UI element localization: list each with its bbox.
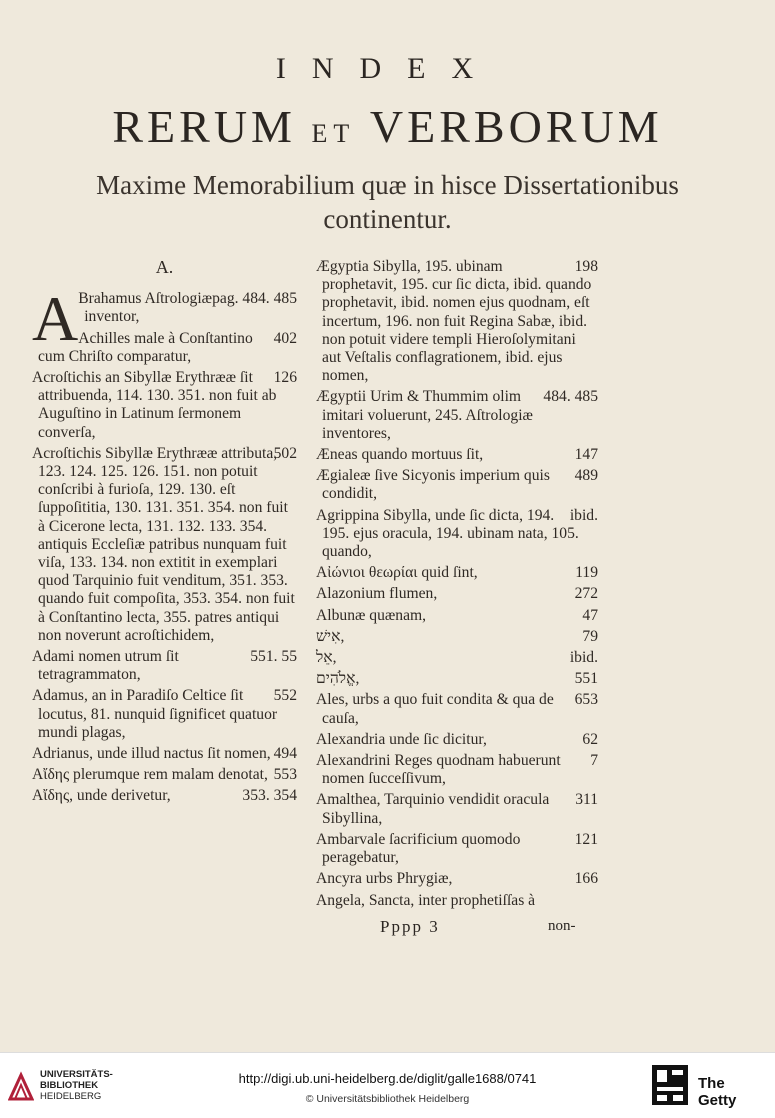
index-entry — [316, 585, 598, 603]
entry-page-ref: 553 — [273, 766, 297, 784]
index-entry — [316, 831, 598, 867]
entry-page-ref: 402 — [273, 329, 297, 347]
entry-text: Adami nomen utrum ſit tetragrammaton, — [32, 648, 179, 684]
index-entry — [316, 446, 598, 464]
entry-page-ref: 126 — [273, 369, 297, 387]
entry-page-ref: 653 — [574, 691, 598, 709]
entry-text: Alazonium flumen, — [316, 585, 438, 603]
entry-text: Αἴδης plerumque rem malam denotat, — [32, 766, 268, 784]
entry-text: Ambarvale ſacrificium quomodo peragebatur, — [316, 830, 521, 867]
entry-text: Adrianus, unde illud nactus ſit nomen, — [32, 745, 271, 763]
permalink-url[interactable]: http://digi.ub.uni-heidelberg.de/diglit/galle1688/0741 — [238, 1071, 537, 1086]
entry-page-ref: 311 — [575, 791, 598, 809]
entry-text: אֵל, — [316, 649, 337, 667]
drop-cap-letter: A — [32, 283, 79, 355]
index-entry — [32, 745, 297, 763]
entry-text: Albunæ quænam, — [316, 606, 427, 624]
entry-page-ref: 121 — [574, 830, 598, 848]
index-entry — [32, 787, 297, 805]
title-word-et: ET — [311, 119, 356, 148]
entry-text: Acroſtichis Sibyllæ Erythrææ attributa, 123. 124. 125. 126. 151. non potuit conſcribi à furioſa, 129. 130. eſt ſuppoſititia, 130. 131. 351. 354. non fuit à Cicerone lecta, 131. 132. 133. 354. antiquis Eccleſiæ patribus nunquam fuit viſa, 133. 134. non extitit in exemplari quod Tarquinio fuit venditum, 351. 353. quando fuit compoſita, 353. 354. non fuit à Conſtantino lecta, 355. patres antiqui non noverunt acroſtichidem, — [32, 444, 295, 644]
entry-text: Ales, urbs a quo fuit condita & qua de cauſa, — [316, 691, 554, 727]
getty-logo[interactable] — [652, 1065, 767, 1107]
section-letter: A. — [155, 257, 174, 277]
index-entry — [32, 648, 297, 684]
getty-mark-icon — [652, 1065, 688, 1105]
entry-text: Ancyra urbs Phrygiæ, — [316, 870, 453, 888]
index-entry — [316, 892, 598, 910]
entry-text: Æneas quando mortuus ſit, — [316, 446, 484, 464]
index-entry — [316, 731, 598, 749]
entry-text: Ægyptii Urim & Thummim olim imitari voluerunt, 245. Aſtrologiæ inventores, — [316, 388, 533, 442]
index-heading: INDEX — [275, 52, 500, 85]
entry-text: אֱלֹהִים, — [316, 670, 360, 688]
entry-page-ref: 119 — [575, 564, 598, 582]
entry-page-ref: 494 — [273, 745, 297, 763]
entry-text: Achilles male à Conſtantino cum Chriſto comparatur, — [38, 329, 253, 365]
entry-page-ref: 551 — [574, 670, 598, 688]
entry-page-ref: ibid. — [569, 649, 598, 667]
index-entry — [316, 467, 598, 503]
entry-page-ref: 502 — [273, 444, 297, 462]
entry-page-ref: 7 — [590, 752, 598, 770]
copyright-notice: © Universitätsbibliothek Heidelberg — [305, 1093, 470, 1105]
entry-text: Angela, Sancta, inter prophetiſſas à — [316, 891, 536, 909]
library-name-line1: UNIVERSITÄTS- — [40, 1069, 113, 1080]
entry-text: Ægyptia Sibylla, 195. ubinam prophetavit, 195. cur ſic dicta, ibid. quando prophetavit, ibid. nomen ejus quodnam, eſt incertum, 196. non fuit Regina Sabæ, ibid. non potuit videre templi Hieroſolymitani aut Veſtalis conflagrationem, ibid. ejus nomen, — [316, 258, 592, 385]
index-entry — [316, 388, 598, 443]
entry-text: Αἰώνιοι θεωρίαι quid ſint, — [316, 564, 478, 582]
entry-text: Adamus, an in Paradiſo Celtice ſit locutus, 81. nunquid ſignificet quatuor mundi plagas, — [32, 687, 278, 741]
entry-text: Alexandrini Reges quodnam habuerunt nomen ſucceſſivum, — [316, 752, 561, 788]
index-entry — [316, 649, 598, 667]
entry-page-ref: 198 — [574, 258, 598, 275]
viewer-footer-bar — [0, 1052, 775, 1118]
entry-page-ref: 147 — [574, 446, 598, 464]
index-entry — [32, 766, 297, 784]
entry-page-ref: 353. 354 — [242, 787, 297, 805]
index-entry — [316, 564, 598, 582]
entry-page-ref: 79 — [582, 627, 598, 645]
entry-page-ref: 552 — [273, 687, 297, 705]
index-entry — [316, 691, 598, 727]
index-entry — [316, 507, 598, 562]
entry-text: Agrippina Sibylla, unde ſic dicta, 194. 195. ejus oracula, 194. ubinam nata, 105. quando, — [316, 506, 579, 561]
entry-page-ref: 62 — [582, 730, 598, 748]
entry-text: Brahamus Aſtrologiæ inventor, — [78, 290, 213, 326]
index-entry — [316, 628, 598, 646]
entry-text: Alexandria unde ſic dicitur, — [316, 730, 487, 748]
entry-page-ref: pag. 484. 485 — [212, 290, 297, 308]
index-entry — [316, 791, 598, 827]
entry-page-ref: 489 — [574, 467, 598, 485]
index-entry — [316, 258, 598, 385]
entry-page-ref: ibid. — [569, 506, 598, 524]
index-entry — [32, 369, 297, 442]
index-entry — [32, 445, 297, 645]
index-entry — [316, 607, 598, 625]
entry-text: Acroſtichis an Sibyllæ Erythrææ ſit attribuenda, 114. 130. 351. non fuit ab Auguſtino in Latinum ſermonem converſa, — [32, 369, 277, 441]
page-subtitle: Maxime Memorabilium quæ in hisce Dissertationibus continentur. — [96, 170, 679, 234]
entry-text: Amalthea, Tarquinio vendidit oracula Sibyllina, — [316, 791, 550, 827]
catchword: non- — [548, 918, 576, 934]
entry-page-ref: 272 — [574, 585, 598, 603]
index-entry — [316, 670, 598, 688]
entry-page-ref: 47 — [582, 606, 598, 624]
right-column — [316, 258, 598, 913]
index-entry — [316, 870, 598, 888]
title-word-rerum: RERUM — [112, 101, 296, 152]
partner-name: The Getty — [698, 1075, 737, 1109]
entry-page-ref: 166 — [574, 870, 598, 888]
entry-page-ref: 484. 485 — [543, 388, 598, 406]
entry-text: אִישׁ, — [316, 627, 345, 645]
library-name-line3: HEIDELBERG — [40, 1091, 102, 1102]
entry-page-ref: 551. 55 — [250, 648, 297, 666]
title-word-verborum: VERBORUM — [369, 101, 663, 152]
entry-text: Ægialeæ ſive Sicyonis imperium quis condidit, — [316, 467, 550, 503]
signature-mark: Pppp 3 — [380, 917, 440, 936]
library-name-line2: BIBLIOTHEK — [40, 1080, 99, 1091]
entry-text: Αἴδης, unde derivetur, — [32, 787, 171, 805]
index-entry — [316, 752, 598, 788]
index-entry — [32, 687, 297, 742]
left-column — [32, 258, 297, 809]
page-title — [0, 100, 775, 153]
